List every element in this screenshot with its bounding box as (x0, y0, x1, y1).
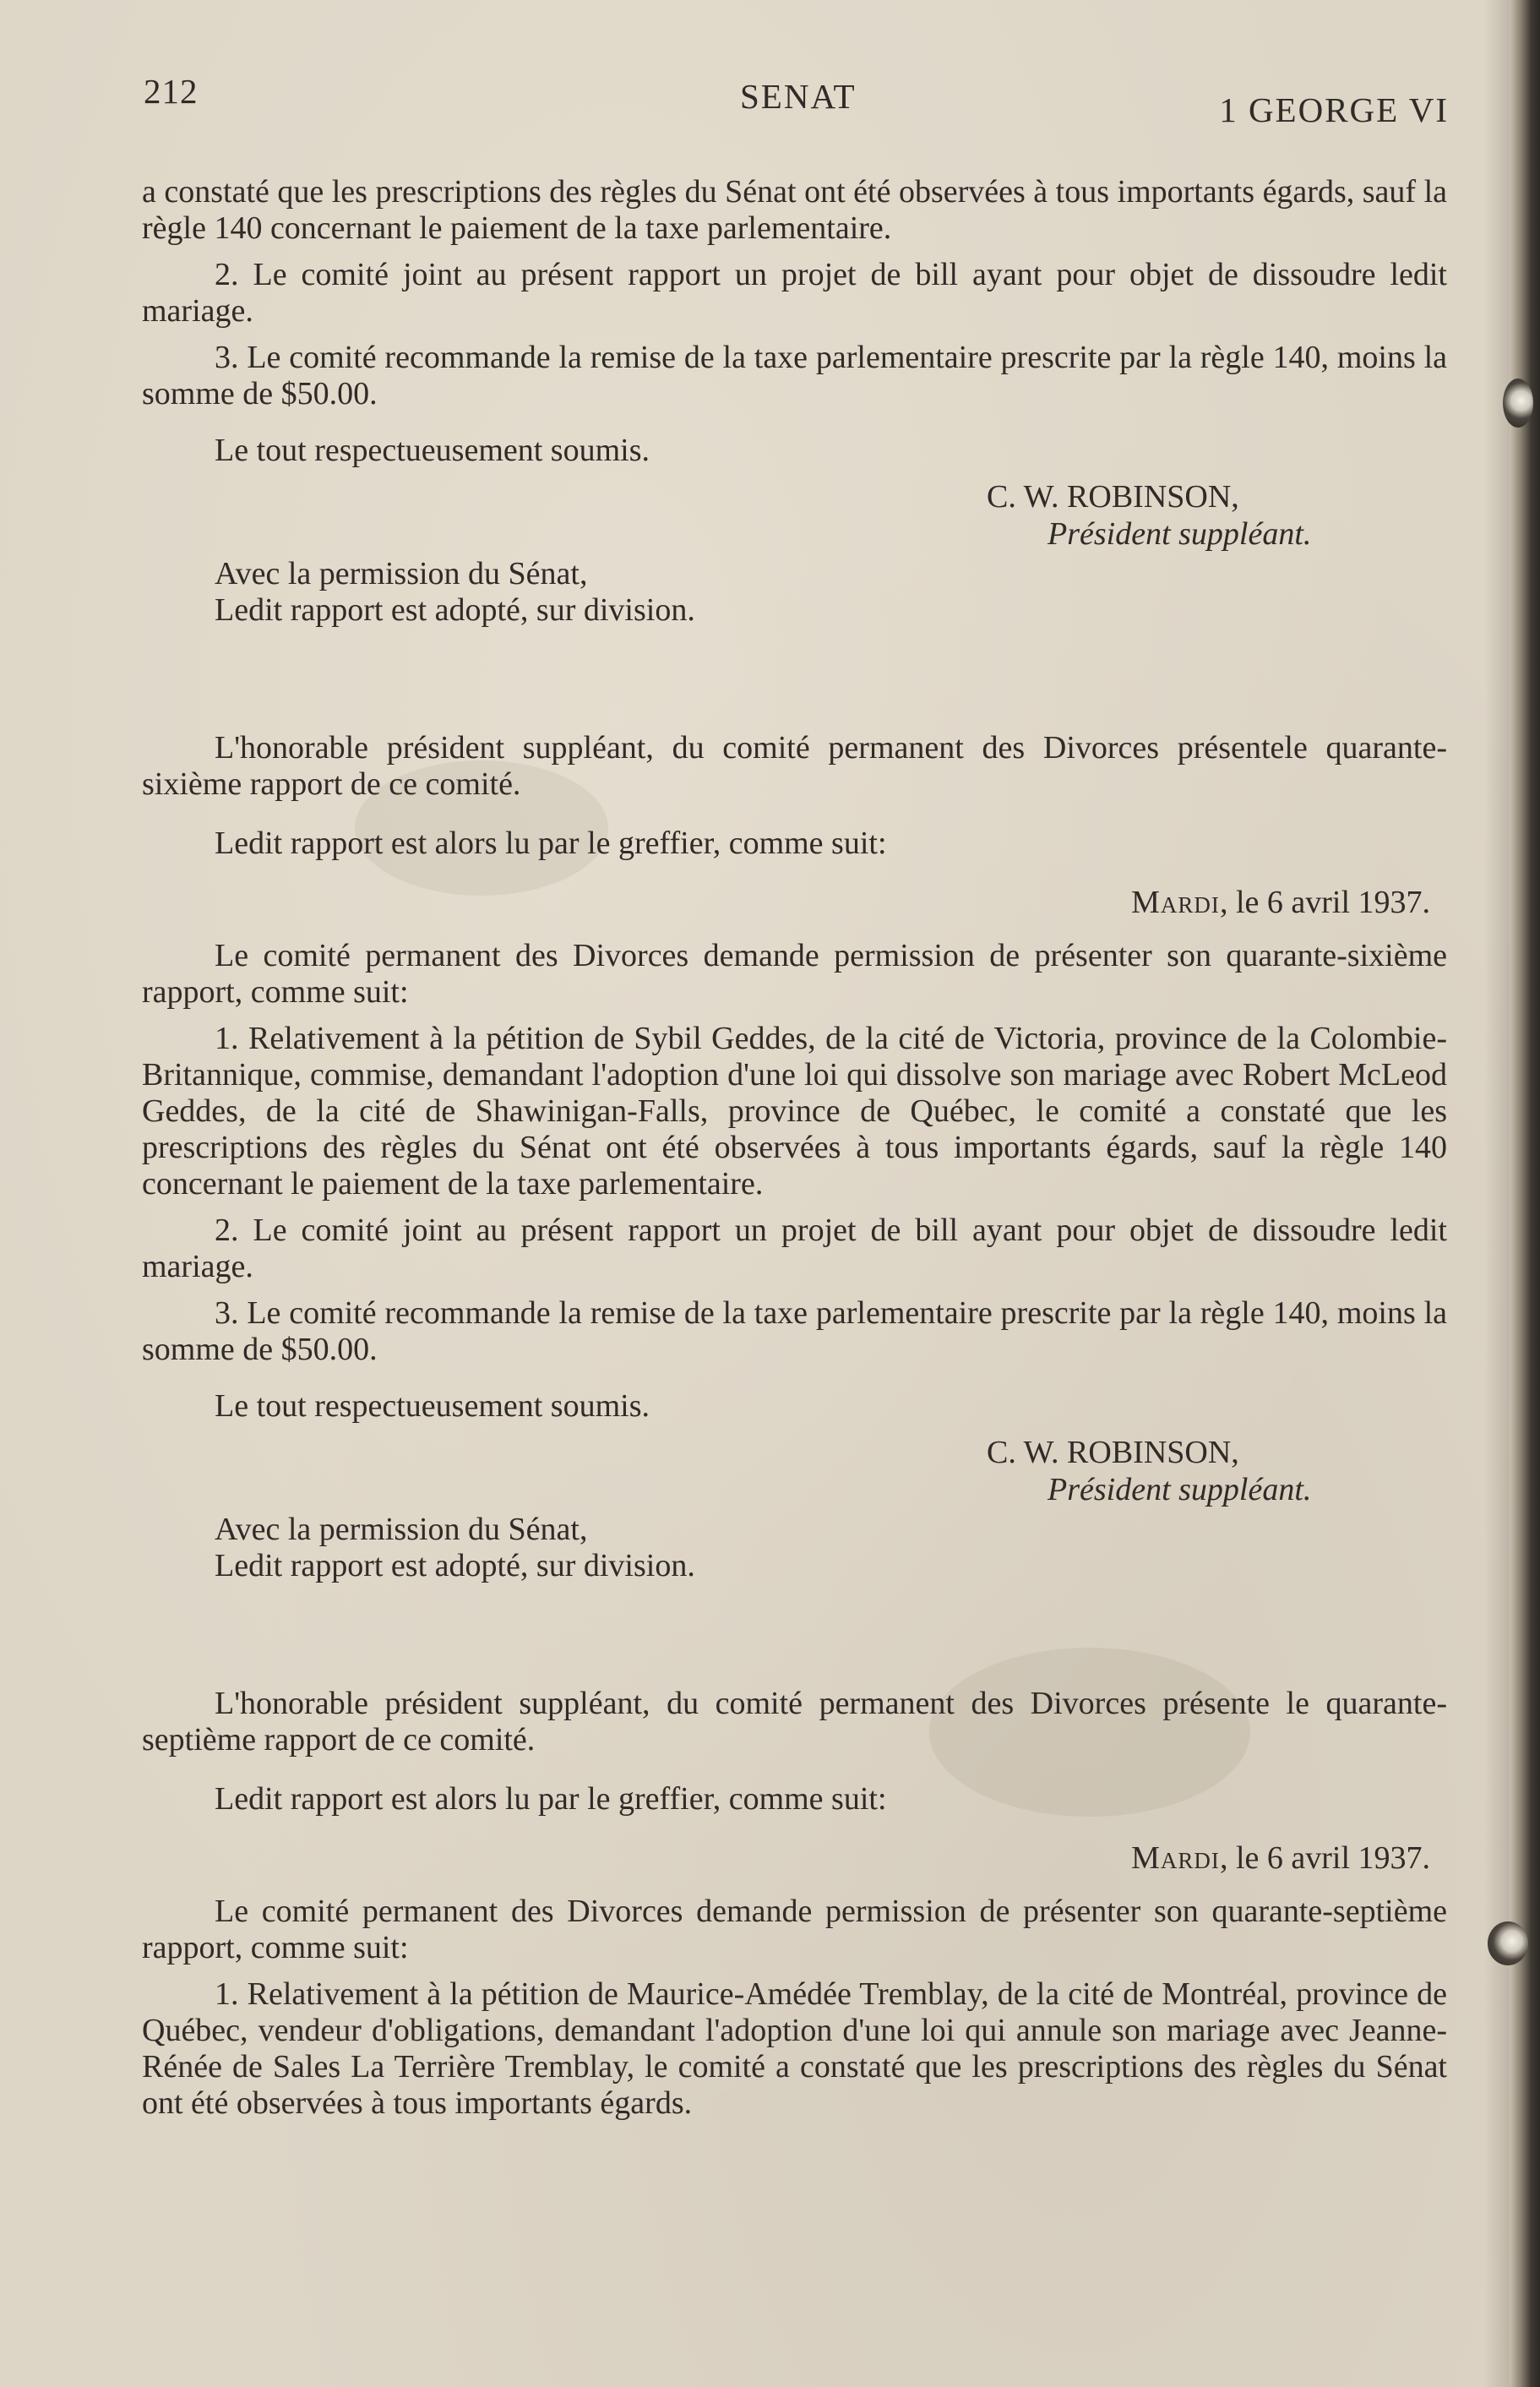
report-item-3: 3. Le comité recommande la remise de la taxe parlementaire prescrite par la règle 140, moins la somme de $50.00. (142, 340, 1447, 411)
report-item-2: 2. Le comité joint au présent rapport un projet de bill ayant pour objet de dissoudre ledit mariage. (142, 1213, 1447, 1284)
header-reign: 1 GEORGE VI (1219, 90, 1449, 129)
report-item-2: 2. Le comité joint au présent rapport un projet de bill ayant pour objet de dissoudre ledit mariage. (142, 257, 1447, 329)
header-title: SENAT (740, 77, 857, 116)
report-intro: L'honorable président suppléant, du comité permanent des Divorces présente le quarante-septième rapport de ce comité. (142, 1686, 1447, 1758)
page-body (142, 174, 1447, 2132)
report-item-1: 1. Relativement à la pétition de Sybil Geddes, de la cité de Victoria, province de la Colombie-Britannique, commise, demandant l'adoption d'une loi qui dissolve son mariage avec Robert McLeod Geddes, de la cité de Shawinigan-Falls, province de Québec, le comité a constaté que les prescriptions des règles du Sénat ont été observées à tous importants égards, sauf la règle 140 concernant le paiement de la taxe parlementaire. (142, 1021, 1447, 1202)
report-date-rest: , le 6 avril 1937. (1219, 1840, 1430, 1876)
adoption-note: Avec la permission du Sénat, Ledit rapport est adopté, sur division. (215, 1512, 695, 1583)
signature-title: Président suppléant. (1048, 1472, 1312, 1507)
binder-ring (1488, 1921, 1528, 1965)
report-read: Ledit rapport est alors lu par le greffier, comme suit: (215, 826, 887, 861)
report-request: Le comité permanent des Divorces demande permission de présenter son quarante-sixième rapport, comme suit: (142, 938, 1447, 1010)
signature-name: C. W. ROBINSON, (987, 479, 1239, 515)
binder-ring (1503, 379, 1533, 428)
report-date-day: Mardi (1131, 1840, 1220, 1876)
report-read: Ledit rapport est alors lu par le greffier, comme suit: (215, 1781, 887, 1817)
signature-name: C. W. ROBINSON, (987, 1435, 1239, 1470)
report-date-rest: , le 6 avril 1937. (1219, 885, 1430, 920)
running-header (144, 71, 1449, 130)
binding-edge (1510, 0, 1540, 2387)
page-number: 212 (144, 72, 199, 111)
adoption-note: Avec la permission du Sénat, Ledit rapport est adopté, sur division. (215, 556, 695, 628)
report-continuation: a constaté que les prescriptions des règles du Sénat ont été observées à tous importants égards, sauf la règle 140 concernant le paiement de la taxe parlementaire. (142, 174, 1447, 246)
report-intro: L'honorable président suppléant, du comité permanent des Divorces présentele quarante-sixième rapport de ce comité. (142, 730, 1447, 802)
report-date (142, 1840, 1447, 1877)
report-date (142, 885, 1447, 921)
signature-title: Président suppléant. (1048, 516, 1312, 552)
report-closing: Le tout respectueusement soumis. (215, 1388, 650, 1424)
report-closing: Le tout respectueusement soumis. (215, 433, 650, 468)
report-item-3: 3. Le comité recommande la remise de la taxe parlementaire prescrite par la règle 140, moins la somme de $50.00. (142, 1295, 1447, 1367)
report-item-1: 1. Relativement à la pétition de Maurice-Amédée Tremblay, de la cité de Montréal, province de Québec, vendeur d'obligations, demandant l'adoption d'une loi qui annule son mariage avec Jeanne-Rénée de Sales La Terrière Tremblay, le comité a constaté que les prescriptions des règles du Sénat ont été observées à tous importants égards. (142, 1976, 1447, 2121)
report-date-day: Mardi (1131, 885, 1220, 920)
binding-shadow (1484, 0, 1510, 2387)
report-request: Le comité permanent des Divorces demande permission de présenter son quarante-septième rapport, comme suit: (142, 1894, 1447, 1965)
